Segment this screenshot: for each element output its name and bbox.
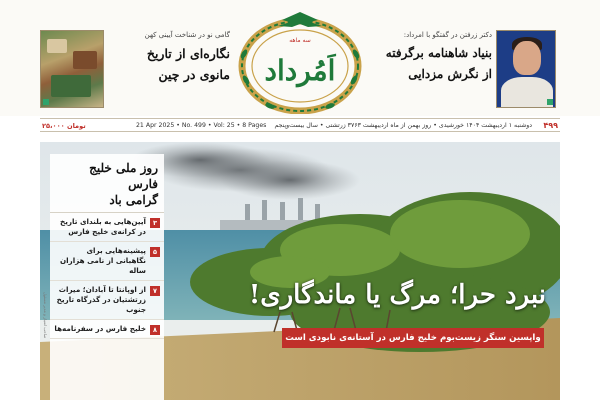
left-teaser-kicker: گامی نو در شناخت آیینی کهن [144,31,230,39]
masthead [0,0,600,116]
toc-item[interactable] [50,242,164,281]
faravahar-icon [278,12,322,27]
issue-info-bar [40,118,560,132]
interviewee-portrait[interactable] [496,30,556,108]
toc-item-text: آیین‌هایی به بلندای تاریخ در کرانه‌ی خلیج فارس [60,217,146,236]
toc-item-text: از اوپانتا تا آبادان؛ میراث زرتشتیان در گذرگاه تاریخ جنوب [56,285,146,314]
right-teaser-text [370,30,492,83]
headline-deck[interactable]: واپسین سنگر زیست‌بوم خلیج فارس در آستانه‌ی نابودی است [282,328,544,348]
issue-number: ۴۹۹ [543,121,558,130]
main-headline[interactable]: نبرد حرا؛ مرگ یا ماندگاری! [248,280,546,310]
toc-page-number: ۳ [150,218,160,228]
toc-page-number: ۷ [150,286,160,296]
logo-top-text: سه ماهه [289,37,311,44]
persian-date: دوشنبه ۱ اردیبهشت ۱۴۰۴ خورشیدی • روز بهمن از ماه اردیبهشت ۳۷۶۳ زرتشتی • سال بیست‌وپنجم [274,122,532,129]
sidebar-title-line2: گرامی باد [109,193,158,207]
publisher-credit-strip: صاحب امتیاز و مدیر مسئول [43,292,48,339]
manichaean-painting-thumbnail[interactable] [40,30,104,108]
toc-item-text: پیشینه‌هایی برای نگاهبانی از نامی هزاران ساله [59,246,146,275]
left-teaser-headline-line1: نگاره‌ای از تاریخ [146,46,230,61]
sidebar-title [50,154,164,213]
left-teaser-headline-line2: مانوی در چین [158,67,230,82]
toc-item-text: خلیج فارس در سفرنامه‌ها [54,324,146,333]
toc-item[interactable] [50,320,164,339]
right-teaser-headline-line1: بنیاد شاهنامه برگرفته [385,46,492,60]
left-teaser[interactable] [40,30,230,108]
right-teaser-headline-line2: از نگرش مزدایی [408,67,492,81]
right-teaser[interactable] [370,30,556,110]
logo-name: اَمُرداد [264,54,336,87]
toc-item[interactable] [50,213,164,242]
sidebar-title-line1: روز ملی خلیج فارس [89,161,158,191]
amordad-logo[interactable] [220,6,380,114]
hero-story[interactable] [40,142,560,400]
persian-gulf-day-sidebar [50,154,164,400]
toc-page-number: ۸ [150,325,160,335]
toc-item[interactable] [50,281,164,320]
toc-page-number: ۵ [150,247,160,257]
left-teaser-text [108,30,230,83]
price-label: ۲۵،۰۰۰ تومان [42,122,86,130]
right-teaser-kicker: دکتر زرفتن در گفتگو با امرداد: [403,31,492,39]
issue-details: 21 Apr 2025 • No. 499 • Vol: 25 • 8 Pages [136,122,267,129]
